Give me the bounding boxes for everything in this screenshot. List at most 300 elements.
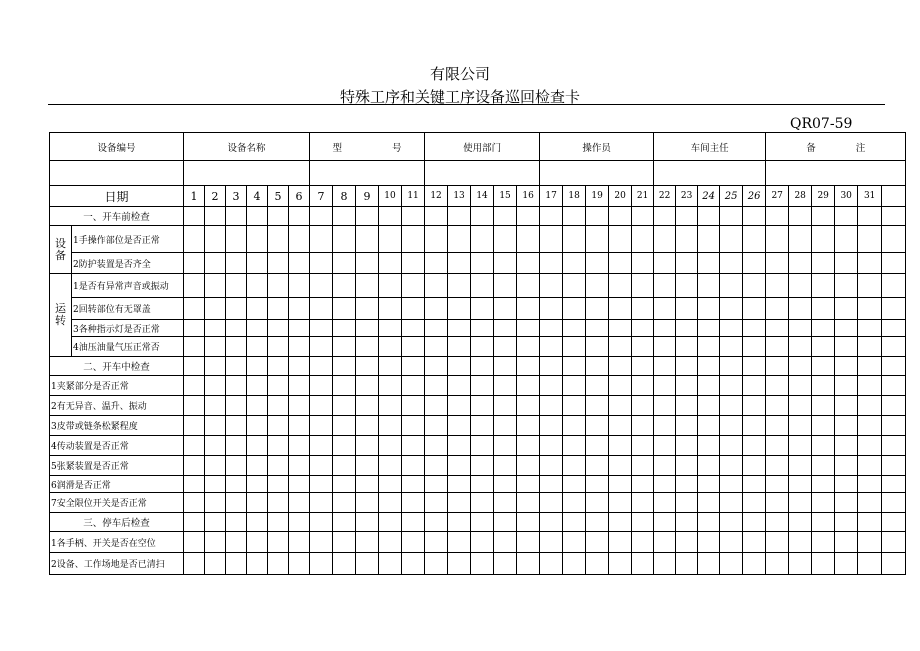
check-cell[interactable] xyxy=(882,274,906,298)
check-cell[interactable] xyxy=(226,253,247,274)
check-cell[interactable] xyxy=(720,476,743,493)
check-cell[interactable] xyxy=(205,436,226,456)
check-cell[interactable] xyxy=(766,532,789,553)
check-cell[interactable] xyxy=(789,298,812,320)
check-cell[interactable] xyxy=(226,513,247,532)
check-cell[interactable] xyxy=(654,493,676,513)
check-cell[interactable] xyxy=(448,274,471,298)
check-cell[interactable] xyxy=(310,476,333,493)
check-cell[interactable] xyxy=(289,337,310,357)
check-cell[interactable] xyxy=(586,396,609,416)
check-cell[interactable] xyxy=(184,553,205,575)
check-cell[interactable] xyxy=(540,513,563,532)
check-cell[interactable] xyxy=(494,396,517,416)
check-cell[interactable] xyxy=(720,253,743,274)
entry-dept[interactable] xyxy=(425,161,540,186)
check-cell[interactable] xyxy=(247,337,268,357)
check-cell[interactable] xyxy=(471,298,494,320)
check-cell[interactable] xyxy=(205,274,226,298)
check-cell[interactable] xyxy=(184,298,205,320)
check-cell[interactable] xyxy=(743,493,766,513)
check-cell[interactable] xyxy=(402,513,425,532)
check-cell[interactable] xyxy=(333,456,356,476)
check-cell[interactable] xyxy=(698,436,720,456)
check-cell[interactable] xyxy=(858,376,882,396)
check-cell[interactable] xyxy=(766,436,789,456)
check-cell[interactable] xyxy=(540,396,563,416)
check-cell[interactable] xyxy=(471,396,494,416)
check-cell[interactable] xyxy=(586,376,609,396)
check-cell[interactable] xyxy=(356,320,379,337)
check-cell[interactable] xyxy=(268,416,289,436)
check-cell[interactable] xyxy=(812,513,835,532)
check-cell[interactable] xyxy=(766,456,789,476)
check-cell[interactable] xyxy=(184,207,205,226)
check-cell[interactable] xyxy=(698,207,720,226)
check-cell[interactable] xyxy=(720,320,743,337)
check-cell[interactable] xyxy=(743,298,766,320)
check-cell[interactable] xyxy=(425,337,448,357)
check-cell[interactable] xyxy=(448,337,471,357)
check-cell[interactable] xyxy=(609,274,632,298)
check-cell[interactable] xyxy=(698,532,720,553)
check-cell[interactable] xyxy=(858,253,882,274)
check-cell[interactable] xyxy=(205,553,226,575)
check-cell[interactable] xyxy=(289,253,310,274)
check-cell[interactable] xyxy=(789,376,812,396)
check-cell[interactable] xyxy=(835,553,858,575)
check-cell[interactable] xyxy=(333,357,356,376)
check-cell[interactable] xyxy=(563,357,586,376)
check-cell[interactable] xyxy=(766,357,789,376)
check-cell[interactable] xyxy=(268,436,289,456)
check-cell[interactable] xyxy=(766,253,789,274)
check-cell[interactable] xyxy=(205,337,226,357)
check-cell[interactable] xyxy=(494,226,517,253)
check-cell[interactable] xyxy=(471,376,494,396)
check-cell[interactable] xyxy=(184,357,205,376)
check-cell[interactable] xyxy=(402,320,425,337)
check-cell[interactable] xyxy=(632,298,654,320)
check-cell[interactable] xyxy=(517,298,540,320)
check-cell[interactable] xyxy=(289,298,310,320)
check-cell[interactable] xyxy=(356,337,379,357)
check-cell[interactable] xyxy=(379,320,402,337)
check-cell[interactable] xyxy=(698,226,720,253)
check-cell[interactable] xyxy=(184,456,205,476)
check-cell[interactable] xyxy=(586,298,609,320)
check-cell[interactable] xyxy=(676,298,698,320)
check-cell[interactable] xyxy=(654,253,676,274)
check-cell[interactable] xyxy=(586,476,609,493)
check-cell[interactable] xyxy=(226,376,247,396)
check-cell[interactable] xyxy=(226,553,247,575)
check-cell[interactable] xyxy=(676,513,698,532)
check-cell[interactable] xyxy=(882,253,906,274)
check-cell[interactable] xyxy=(247,436,268,456)
check-cell[interactable] xyxy=(812,553,835,575)
check-cell[interactable] xyxy=(766,476,789,493)
check-cell[interactable] xyxy=(494,376,517,396)
check-cell[interactable] xyxy=(609,253,632,274)
check-cell[interactable] xyxy=(310,456,333,476)
check-cell[interactable] xyxy=(812,298,835,320)
check-cell[interactable] xyxy=(812,274,835,298)
check-cell[interactable] xyxy=(379,476,402,493)
check-cell[interactable] xyxy=(247,396,268,416)
check-cell[interactable] xyxy=(654,416,676,436)
check-cell[interactable] xyxy=(184,513,205,532)
check-cell[interactable] xyxy=(402,253,425,274)
check-cell[interactable] xyxy=(268,513,289,532)
check-cell[interactable] xyxy=(858,513,882,532)
check-cell[interactable] xyxy=(356,436,379,456)
check-cell[interactable] xyxy=(268,226,289,253)
check-cell[interactable] xyxy=(247,320,268,337)
check-cell[interactable] xyxy=(743,376,766,396)
check-cell[interactable] xyxy=(310,226,333,253)
check-cell[interactable] xyxy=(835,207,858,226)
check-cell[interactable] xyxy=(310,320,333,337)
check-cell[interactable] xyxy=(356,416,379,436)
check-cell[interactable] xyxy=(247,376,268,396)
check-cell[interactable] xyxy=(247,207,268,226)
check-cell[interactable] xyxy=(676,416,698,436)
check-cell[interactable] xyxy=(720,456,743,476)
check-cell[interactable] xyxy=(494,274,517,298)
check-cell[interactable] xyxy=(835,253,858,274)
check-cell[interactable] xyxy=(205,357,226,376)
check-cell[interactable] xyxy=(698,513,720,532)
check-cell[interactable] xyxy=(425,376,448,396)
check-cell[interactable] xyxy=(289,274,310,298)
check-cell[interactable] xyxy=(654,357,676,376)
check-cell[interactable] xyxy=(766,298,789,320)
check-cell[interactable] xyxy=(586,274,609,298)
check-cell[interactable] xyxy=(609,476,632,493)
check-cell[interactable] xyxy=(425,476,448,493)
check-cell[interactable] xyxy=(184,416,205,436)
check-cell[interactable] xyxy=(835,337,858,357)
check-cell[interactable] xyxy=(448,553,471,575)
check-cell[interactable] xyxy=(609,553,632,575)
check-cell[interactable] xyxy=(247,553,268,575)
check-cell[interactable] xyxy=(654,376,676,396)
check-cell[interactable] xyxy=(676,274,698,298)
check-cell[interactable] xyxy=(632,513,654,532)
check-cell[interactable] xyxy=(184,493,205,513)
check-cell[interactable] xyxy=(858,274,882,298)
check-cell[interactable] xyxy=(356,553,379,575)
check-cell[interactable] xyxy=(310,253,333,274)
check-cell[interactable] xyxy=(184,532,205,553)
check-cell[interactable] xyxy=(563,337,586,357)
check-cell[interactable] xyxy=(540,298,563,320)
check-cell[interactable] xyxy=(425,226,448,253)
check-cell[interactable] xyxy=(448,456,471,476)
check-cell[interactable] xyxy=(268,553,289,575)
check-cell[interactable] xyxy=(563,226,586,253)
check-cell[interactable] xyxy=(789,513,812,532)
check-cell[interactable] xyxy=(494,253,517,274)
check-cell[interactable] xyxy=(494,493,517,513)
check-cell[interactable] xyxy=(356,207,379,226)
check-cell[interactable] xyxy=(676,493,698,513)
check-cell[interactable] xyxy=(812,416,835,436)
check-cell[interactable] xyxy=(812,226,835,253)
check-cell[interactable] xyxy=(882,476,906,493)
check-cell[interactable] xyxy=(563,274,586,298)
check-cell[interactable] xyxy=(743,274,766,298)
check-cell[interactable] xyxy=(632,416,654,436)
check-cell[interactable] xyxy=(494,320,517,337)
check-cell[interactable] xyxy=(654,476,676,493)
check-cell[interactable] xyxy=(205,376,226,396)
check-cell[interactable] xyxy=(310,207,333,226)
check-cell[interactable] xyxy=(540,320,563,337)
check-cell[interactable] xyxy=(247,357,268,376)
check-cell[interactable] xyxy=(882,186,906,207)
check-cell[interactable] xyxy=(333,476,356,493)
check-cell[interactable] xyxy=(226,416,247,436)
check-cell[interactable] xyxy=(882,493,906,513)
check-cell[interactable] xyxy=(654,513,676,532)
check-cell[interactable] xyxy=(494,532,517,553)
check-cell[interactable] xyxy=(789,357,812,376)
check-cell[interactable] xyxy=(247,456,268,476)
check-cell[interactable] xyxy=(268,357,289,376)
check-cell[interactable] xyxy=(789,320,812,337)
check-cell[interactable] xyxy=(517,416,540,436)
check-cell[interactable] xyxy=(448,376,471,396)
check-cell[interactable] xyxy=(540,553,563,575)
check-cell[interactable] xyxy=(333,274,356,298)
check-cell[interactable] xyxy=(609,376,632,396)
check-cell[interactable] xyxy=(720,226,743,253)
check-cell[interactable] xyxy=(698,456,720,476)
check-cell[interactable] xyxy=(226,274,247,298)
check-cell[interactable] xyxy=(632,532,654,553)
check-cell[interactable] xyxy=(676,456,698,476)
check-cell[interactable] xyxy=(609,207,632,226)
check-cell[interactable] xyxy=(720,376,743,396)
check-cell[interactable] xyxy=(471,456,494,476)
check-cell[interactable] xyxy=(184,476,205,493)
check-cell[interactable] xyxy=(310,376,333,396)
check-cell[interactable] xyxy=(858,226,882,253)
check-cell[interactable] xyxy=(289,553,310,575)
check-cell[interactable] xyxy=(471,226,494,253)
check-cell[interactable] xyxy=(333,337,356,357)
check-cell[interactable] xyxy=(654,532,676,553)
check-cell[interactable] xyxy=(743,553,766,575)
check-cell[interactable] xyxy=(812,396,835,416)
check-cell[interactable] xyxy=(310,298,333,320)
check-cell[interactable] xyxy=(766,207,789,226)
check-cell[interactable] xyxy=(517,207,540,226)
check-cell[interactable] xyxy=(226,476,247,493)
check-cell[interactable] xyxy=(676,320,698,337)
check-cell[interactable] xyxy=(720,532,743,553)
check-cell[interactable] xyxy=(632,320,654,337)
check-cell[interactable] xyxy=(609,456,632,476)
check-cell[interactable] xyxy=(698,337,720,357)
check-cell[interactable] xyxy=(676,436,698,456)
check-cell[interactable] xyxy=(676,207,698,226)
check-cell[interactable] xyxy=(289,493,310,513)
check-cell[interactable] xyxy=(184,337,205,357)
check-cell[interactable] xyxy=(268,376,289,396)
check-cell[interactable] xyxy=(812,476,835,493)
check-cell[interactable] xyxy=(654,274,676,298)
check-cell[interactable] xyxy=(882,226,906,253)
check-cell[interactable] xyxy=(289,436,310,456)
check-cell[interactable] xyxy=(268,274,289,298)
check-cell[interactable] xyxy=(789,553,812,575)
entry-device-no[interactable] xyxy=(50,161,184,186)
check-cell[interactable] xyxy=(789,253,812,274)
check-cell[interactable] xyxy=(654,436,676,456)
check-cell[interactable] xyxy=(766,416,789,436)
check-cell[interactable] xyxy=(205,476,226,493)
check-cell[interactable] xyxy=(448,436,471,456)
check-cell[interactable] xyxy=(471,513,494,532)
check-cell[interactable] xyxy=(471,416,494,436)
check-cell[interactable] xyxy=(356,493,379,513)
check-cell[interactable] xyxy=(402,532,425,553)
check-cell[interactable] xyxy=(563,416,586,436)
check-cell[interactable] xyxy=(448,493,471,513)
check-cell[interactable] xyxy=(268,207,289,226)
check-cell[interactable] xyxy=(226,436,247,456)
check-cell[interactable] xyxy=(247,513,268,532)
check-cell[interactable] xyxy=(184,274,205,298)
check-cell[interactable] xyxy=(289,476,310,493)
check-cell[interactable] xyxy=(205,513,226,532)
check-cell[interactable] xyxy=(379,253,402,274)
check-cell[interactable] xyxy=(766,396,789,416)
check-cell[interactable] xyxy=(289,320,310,337)
check-cell[interactable] xyxy=(184,226,205,253)
check-cell[interactable] xyxy=(789,207,812,226)
check-cell[interactable] xyxy=(632,274,654,298)
check-cell[interactable] xyxy=(882,320,906,337)
check-cell[interactable] xyxy=(586,357,609,376)
check-cell[interactable] xyxy=(226,532,247,553)
check-cell[interactable] xyxy=(310,396,333,416)
check-cell[interactable] xyxy=(698,553,720,575)
check-cell[interactable] xyxy=(379,532,402,553)
check-cell[interactable] xyxy=(789,436,812,456)
check-cell[interactable] xyxy=(586,416,609,436)
check-cell[interactable] xyxy=(743,253,766,274)
check-cell[interactable] xyxy=(289,532,310,553)
check-cell[interactable] xyxy=(402,207,425,226)
check-cell[interactable] xyxy=(448,320,471,337)
check-cell[interactable] xyxy=(226,337,247,357)
check-cell[interactable] xyxy=(356,532,379,553)
check-cell[interactable] xyxy=(563,553,586,575)
check-cell[interactable] xyxy=(379,456,402,476)
check-cell[interactable] xyxy=(356,253,379,274)
check-cell[interactable] xyxy=(471,493,494,513)
entry-remark[interactable] xyxy=(766,161,906,186)
check-cell[interactable] xyxy=(268,476,289,493)
check-cell[interactable] xyxy=(654,320,676,337)
check-cell[interactable] xyxy=(205,298,226,320)
check-cell[interactable] xyxy=(812,357,835,376)
check-cell[interactable] xyxy=(882,357,906,376)
check-cell[interactable] xyxy=(835,416,858,436)
check-cell[interactable] xyxy=(289,396,310,416)
check-cell[interactable] xyxy=(184,253,205,274)
check-cell[interactable] xyxy=(812,493,835,513)
check-cell[interactable] xyxy=(333,493,356,513)
check-cell[interactable] xyxy=(743,513,766,532)
check-cell[interactable] xyxy=(310,357,333,376)
check-cell[interactable] xyxy=(425,253,448,274)
check-cell[interactable] xyxy=(720,207,743,226)
check-cell[interactable] xyxy=(289,207,310,226)
check-cell[interactable] xyxy=(205,456,226,476)
check-cell[interactable] xyxy=(402,376,425,396)
check-cell[interactable] xyxy=(698,493,720,513)
check-cell[interactable] xyxy=(205,493,226,513)
check-cell[interactable] xyxy=(226,493,247,513)
check-cell[interactable] xyxy=(676,253,698,274)
check-cell[interactable] xyxy=(333,553,356,575)
check-cell[interactable] xyxy=(609,416,632,436)
check-cell[interactable] xyxy=(766,553,789,575)
check-cell[interactable] xyxy=(226,396,247,416)
check-cell[interactable] xyxy=(494,436,517,456)
check-cell[interactable] xyxy=(609,493,632,513)
check-cell[interactable] xyxy=(563,456,586,476)
check-cell[interactable] xyxy=(247,476,268,493)
check-cell[interactable] xyxy=(471,253,494,274)
check-cell[interactable] xyxy=(720,553,743,575)
check-cell[interactable] xyxy=(226,357,247,376)
check-cell[interactable] xyxy=(379,513,402,532)
check-cell[interactable] xyxy=(835,436,858,456)
check-cell[interactable] xyxy=(268,320,289,337)
check-cell[interactable] xyxy=(676,337,698,357)
check-cell[interactable] xyxy=(586,226,609,253)
check-cell[interactable] xyxy=(425,553,448,575)
check-cell[interactable] xyxy=(379,376,402,396)
check-cell[interactable] xyxy=(812,532,835,553)
check-cell[interactable] xyxy=(789,456,812,476)
check-cell[interactable] xyxy=(766,274,789,298)
check-cell[interactable] xyxy=(654,207,676,226)
check-cell[interactable] xyxy=(425,298,448,320)
check-cell[interactable] xyxy=(184,320,205,337)
check-cell[interactable] xyxy=(425,274,448,298)
check-cell[interactable] xyxy=(540,416,563,436)
check-cell[interactable] xyxy=(517,493,540,513)
check-cell[interactable] xyxy=(356,396,379,416)
check-cell[interactable] xyxy=(471,274,494,298)
check-cell[interactable] xyxy=(494,207,517,226)
check-cell[interactable] xyxy=(789,532,812,553)
check-cell[interactable] xyxy=(676,226,698,253)
check-cell[interactable] xyxy=(698,416,720,436)
check-cell[interactable] xyxy=(789,396,812,416)
check-cell[interactable] xyxy=(247,253,268,274)
check-cell[interactable] xyxy=(812,436,835,456)
check-cell[interactable] xyxy=(882,553,906,575)
check-cell[interactable] xyxy=(289,456,310,476)
